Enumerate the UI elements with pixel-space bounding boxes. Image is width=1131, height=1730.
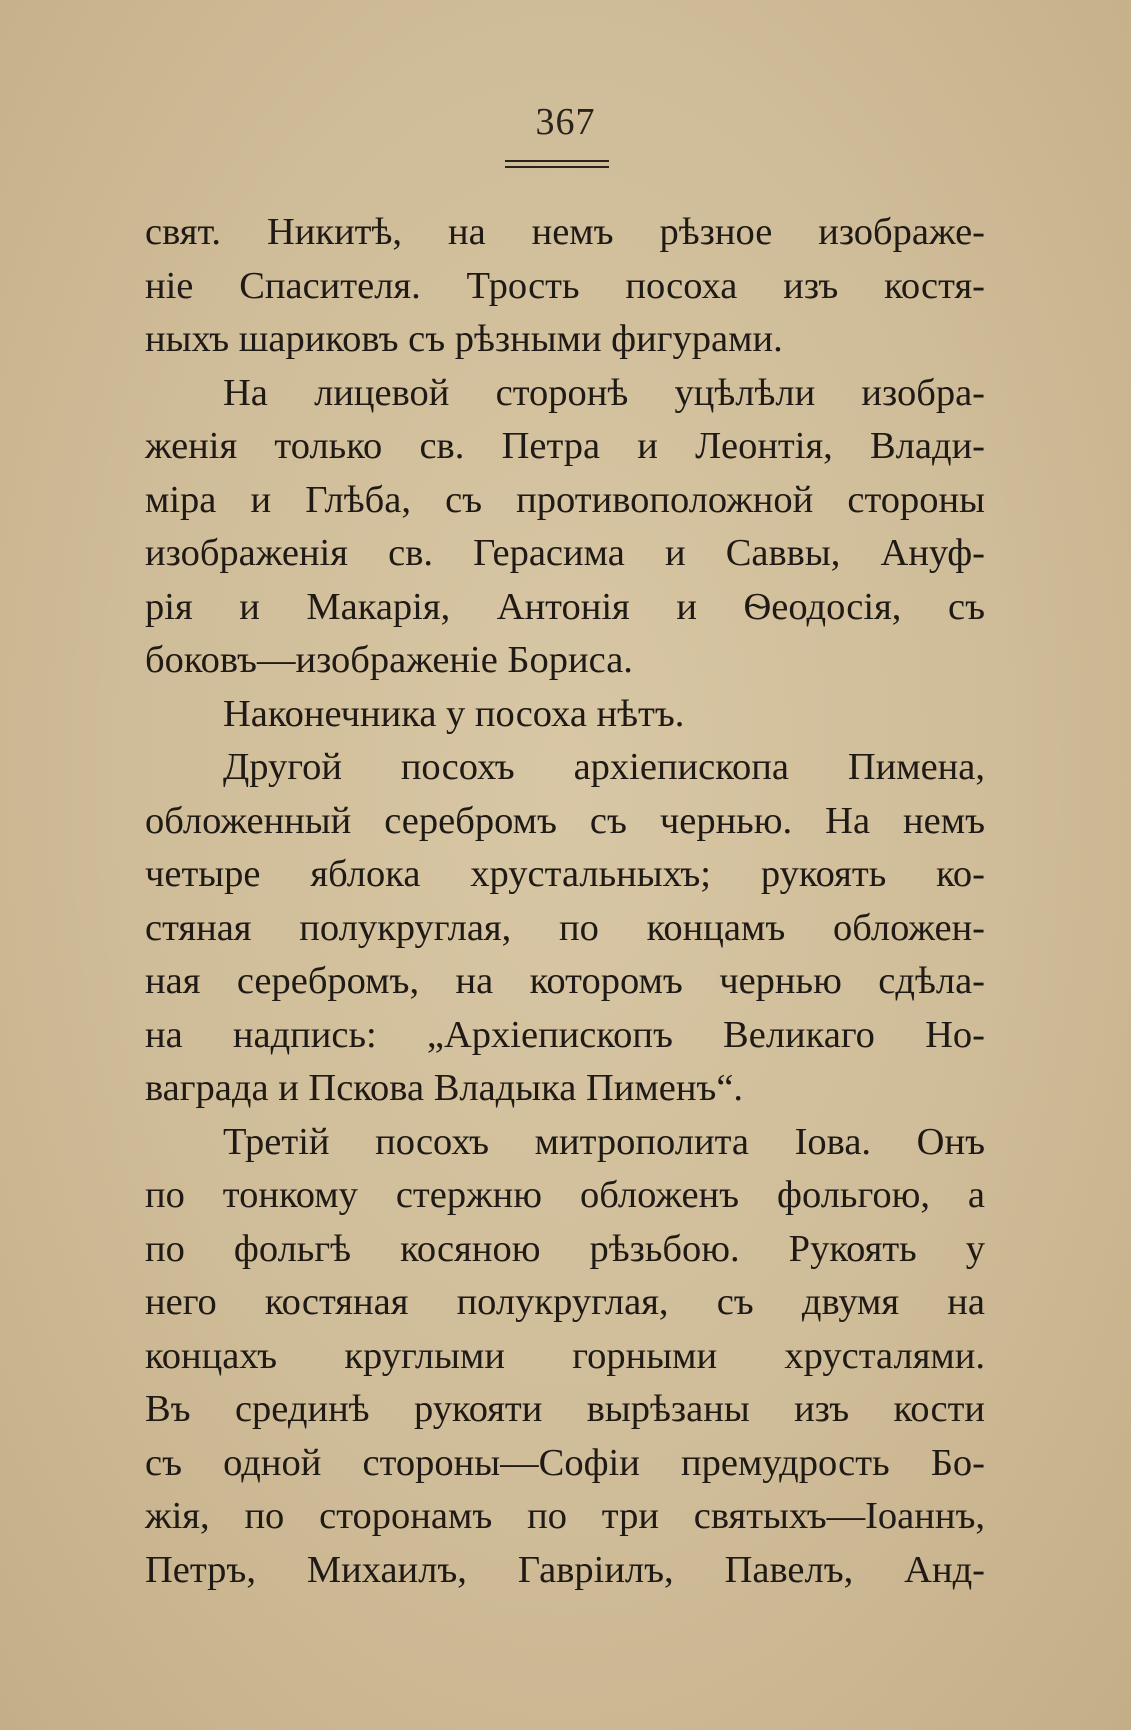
body-text xyxy=(145,206,985,1597)
text-line: Другой посохъ архіепископа Пимена, xyxy=(223,746,985,788)
text-line: ваграда и Пскова Владыка Пименъ“. xyxy=(145,1067,744,1109)
text-line: изображенія св. Герасима и Саввы, Ануф- xyxy=(145,532,985,574)
text-line: на надпись: „Архіепископъ Великаго Но- xyxy=(145,1013,985,1056)
text-line: по фольгѣ косяною рѣзьбою. Рукоять у xyxy=(145,1227,985,1270)
text-line: ныхъ шариковъ съ рѣзными фигурами. xyxy=(145,318,783,360)
text-line: Петръ, Михаилъ, Гавріилъ, Павелъ, Анд- xyxy=(145,1548,985,1591)
text-line: него костяная полукруглая, съ двумя на xyxy=(145,1281,985,1323)
header-rule-top xyxy=(505,160,609,162)
text-line: концахъ круглыми горными хрусталями. xyxy=(145,1334,985,1377)
text-line: свят. Никитѣ, на немъ рѣзное изображе- xyxy=(145,211,985,253)
text-line: жія, по сторонамъ по три святыхъ—Іоаннъ, xyxy=(145,1495,985,1537)
text-line: женія только св. Петра и Леонтія, Влади- xyxy=(145,425,985,467)
text-line: Наконечника у посоха нѣтъ. xyxy=(223,692,685,735)
text-line: по тонкому стержню обложенъ фольгою, а xyxy=(145,1174,985,1216)
text-line: ная серебромъ, на которомъ чернью сдѣла- xyxy=(145,960,985,1002)
text-line: міра и Глѣба, съ противоположной стороны xyxy=(145,478,985,521)
text-line: На лицевой сторонѣ уцѣлѣли изобра- xyxy=(223,371,985,414)
page-number: 367 xyxy=(535,101,596,143)
text-line: съ одной стороны—Софіи премудрость Бо- xyxy=(145,1441,985,1484)
text-line: обложенный серебромъ съ чернью. На немъ xyxy=(145,799,985,842)
text-line: ніе Спасителя. Трость посоха изъ костя- xyxy=(145,264,985,307)
header-rule-bottom xyxy=(505,166,609,168)
text-line: боковъ—изображеніе Бориса. xyxy=(145,639,633,681)
text-line: Третій посохъ митрополита Іова. Онъ xyxy=(223,1120,985,1163)
text-line: стяная полукруглая, по концамъ обложен- xyxy=(145,906,985,949)
text-line: Въ срединѣ рукояти вырѣзаны изъ кости xyxy=(145,1388,985,1430)
text-line: рія и Макарія, Антонія и Ѳеодосія, съ xyxy=(145,585,985,628)
text-line: четыре яблока хрустальныхъ; рукоять ко- xyxy=(145,853,985,895)
